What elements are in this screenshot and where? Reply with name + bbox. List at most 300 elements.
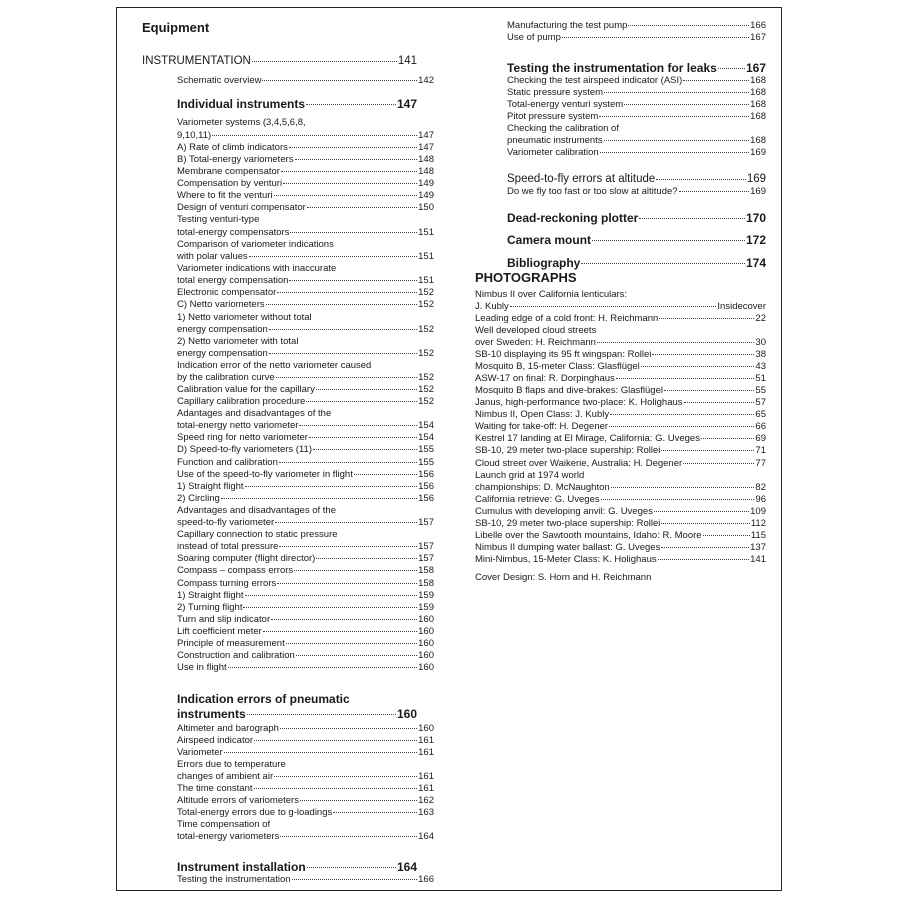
toc-entry-title: Well developed cloud streets: [475, 325, 597, 336]
dot-leader: [683, 79, 749, 81]
toc-entry: [177, 166, 434, 178]
dot-leader: [286, 642, 417, 644]
dot-leader: [306, 103, 396, 105]
toc-entry-title: energy compensation: [177, 348, 268, 359]
dot-leader: [212, 134, 417, 136]
dot-leader: [718, 67, 745, 69]
dot-leader: [684, 401, 755, 403]
toc-entry-title: Use of the speed-to-fly variometer in flight: [177, 469, 353, 480]
toc-entry: [475, 458, 766, 470]
toc-entry: [177, 860, 417, 874]
toc-entry: [177, 202, 434, 214]
toc-entry-title: Checking the calibration of: [507, 123, 619, 134]
toc-entry: [507, 211, 766, 225]
toc-entry: [475, 325, 596, 337]
toc-entry: [177, 360, 371, 372]
dot-leader: [221, 497, 417, 499]
cover-design-credit: Cover Design: S. Horn and H. Reichmann: [475, 572, 652, 583]
dot-leader: [609, 425, 754, 427]
toc-entry-page: 152: [418, 372, 434, 383]
toc-entry-title: J. Kubly: [475, 301, 509, 312]
toc-entry-page: 169: [750, 186, 766, 197]
toc-entry: [177, 626, 434, 638]
dot-leader: [228, 666, 418, 668]
toc-entry-title: Dead-reckoning plotter: [507, 211, 639, 225]
toc-entry-title: ASW-17 on final: R. Dorpinghaus: [475, 373, 615, 384]
toc-entry-page: 109: [750, 506, 766, 517]
toc-entry-page: 152: [418, 324, 434, 335]
toc-entry: [177, 239, 334, 251]
toc-entry-title: 9,10,11): [177, 130, 212, 141]
toc-entry-page: 160: [418, 638, 434, 649]
toc-entry-page: 152: [418, 299, 434, 310]
toc-entry-title: Instrument installation: [177, 860, 306, 874]
toc-entry-title: instead of total pressure: [177, 541, 279, 552]
dot-leader: [664, 389, 754, 391]
dot-leader: [306, 400, 417, 402]
dot-leader: [641, 365, 755, 367]
toc-entry: [142, 55, 417, 68]
toc-entry-page: 55: [755, 385, 766, 396]
toc-entry: [177, 117, 306, 129]
dot-leader: [611, 486, 755, 488]
dot-leader: [289, 279, 417, 281]
toc-entry-title: Testing the instrumentation: [177, 874, 291, 885]
dot-leader: [309, 436, 417, 438]
toc-entry: [507, 75, 766, 87]
toc-entry: [177, 469, 434, 481]
toc-entry-page: 154: [418, 420, 434, 431]
toc-entry-page: 152: [418, 348, 434, 359]
toc-entry-title: Soaring computer (flight director): [177, 553, 316, 564]
toc-entry-title: Cloud street over Waikerie, Australia: H. Degener: [475, 458, 683, 469]
toc-entry: [475, 337, 766, 349]
dot-leader: [271, 618, 417, 620]
toc-entry: [177, 795, 434, 807]
toc-entry-title: total-energy netto variometer: [177, 420, 299, 431]
dot-leader: [683, 462, 754, 464]
toc-entry-title: Waiting for take-off: H. Degener: [475, 421, 609, 432]
toc-entry: [475, 506, 766, 518]
toc-entry: [507, 87, 766, 99]
toc-entry: [177, 493, 434, 505]
toc-entry-page: 152: [418, 384, 434, 395]
toc-entry: [475, 482, 766, 494]
dot-leader: [610, 413, 754, 415]
toc-entry-page: 112: [750, 518, 766, 529]
toc-entry: [507, 256, 766, 270]
toc-entry: [177, 692, 350, 706]
toc-entry-page: 161: [418, 735, 434, 746]
toc-entry-page: 65: [755, 409, 766, 420]
toc-entry-title: Variometer: [177, 747, 223, 758]
toc-entry-title: SB-10 displaying its 95 ft wingspan: Rollei: [475, 349, 652, 360]
toc-entry-title: 2) Netto variometer with total: [177, 336, 299, 347]
dot-leader: [652, 353, 754, 355]
toc-entry-title: SB-10, 29 meter two-place supership: Rollei: [475, 518, 661, 529]
dot-leader: [295, 158, 418, 160]
toc-entry-page: 163: [418, 807, 434, 818]
toc-entry: [475, 445, 766, 457]
toc-entry-page: 156: [418, 493, 434, 504]
toc-entry-title: changes of ambient air: [177, 771, 274, 782]
toc-entry-title: energy compensation: [177, 324, 268, 335]
toc-entry-title: Total-energy errors due to g-loadings: [177, 807, 333, 818]
dot-leader: [254, 739, 417, 741]
toc-entry-title: Nimbus II over California lenticulars:: [475, 289, 628, 300]
dot-leader: [274, 194, 418, 196]
toc-entry: [177, 251, 434, 263]
toc-entry-page: 147: [418, 142, 434, 153]
toc-entry-page: 151: [418, 275, 434, 286]
toc-entry-title: total-energy compensators: [177, 227, 290, 238]
toc-entry: [177, 819, 270, 831]
toc-entry: [507, 135, 766, 147]
toc-entry: [177, 190, 434, 202]
toc-entry-title: over Sweden: H. Reichmann: [475, 337, 596, 348]
toc-entry-title: Use in flight: [177, 662, 227, 673]
toc-entry-page: 142: [418, 75, 434, 86]
dot-leader: [269, 352, 417, 354]
toc-entry: [177, 384, 434, 396]
toc-entry-title: Testing the instrumentation for leaks: [507, 61, 717, 75]
toc-entry: [475, 409, 766, 421]
toc-entry-title: Calibration value for the capillary: [177, 384, 315, 395]
dot-leader: [279, 545, 417, 547]
toc-entry-title: Nimbus II dumping water ballast: G. Uveges: [475, 542, 661, 553]
toc-entry-title: Advantages and disadvantages of the: [177, 505, 336, 516]
toc-entry-title: Speed ring for netto variometer: [177, 432, 308, 443]
toc-entry: [177, 432, 434, 444]
toc-entry-title: speed-to-fly variometer: [177, 517, 275, 528]
dot-leader: [262, 79, 417, 81]
dot-leader: [299, 424, 417, 426]
toc-entry-title: Mosquito B flaps and dive-brakes: Glasflügel: [475, 385, 663, 396]
toc-entry-page: 167: [745, 61, 766, 75]
toc-entry-title: Cumulus with developing anvil: G. Uveges: [475, 506, 653, 517]
dot-leader: [658, 558, 750, 560]
toc-entry-page: 160: [396, 707, 417, 721]
toc-entry-title: Kestrel 17 landing at El Mirage, California: G. Uveges: [475, 433, 700, 444]
toc-entry: [475, 301, 766, 313]
toc-entry-title: D) Speed-to-fly variometers (11): [177, 444, 312, 455]
toc-entry-title: Checking the test airspeed indicator (ASI): [507, 75, 683, 86]
toc-entry-page: 162: [418, 795, 434, 806]
toc-entry-page: 164: [396, 860, 417, 874]
toc-entry-title: total-energy variometers: [177, 831, 280, 842]
section-title: Equipment: [142, 20, 210, 35]
dot-leader: [252, 60, 397, 62]
toc-entry-title: Time compensation of: [177, 819, 271, 830]
toc-entry-title: Launch grid at 1974 world: [475, 470, 585, 481]
toc-entry: [177, 408, 331, 420]
toc-entry-page: 152: [418, 396, 434, 407]
toc-entry-page: 69: [755, 433, 766, 444]
toc-entry-title: Altimeter and barograph: [177, 723, 279, 734]
toc-entry: [177, 723, 434, 735]
dot-leader: [661, 522, 750, 524]
toc-entry-title: Compass turning errors: [177, 578, 277, 589]
dot-leader: [661, 546, 749, 548]
toc-entry-page: 158: [418, 578, 434, 589]
dot-leader: [333, 811, 417, 813]
dot-leader: [592, 239, 745, 241]
toc-entry-page: 160: [418, 614, 434, 625]
toc-entry-page: 168: [750, 87, 766, 98]
toc-entry-page: Insidecover: [717, 301, 766, 312]
toc-entry-page: 154: [418, 432, 434, 443]
toc-entry-title: Indication error of the netto variometer caused: [177, 360, 372, 371]
toc-entry: [507, 186, 766, 198]
toc-entry: [507, 99, 766, 111]
toc-entry-page: 174: [745, 256, 766, 270]
toc-entry: [507, 111, 766, 123]
toc-entry: [475, 373, 766, 385]
dot-leader: [624, 103, 749, 105]
toc-entry: [177, 444, 434, 456]
dot-leader: [290, 231, 417, 233]
toc-entry: [177, 214, 259, 226]
toc-entry-page: 137: [750, 542, 766, 553]
dot-leader: [316, 557, 417, 559]
dot-leader: [249, 255, 417, 257]
dot-leader: [263, 630, 417, 632]
toc-entry-page: 151: [418, 227, 434, 238]
dot-leader: [654, 510, 749, 512]
dot-leader: [661, 449, 754, 451]
toc-entry: [177, 396, 434, 408]
toc-entry: [177, 227, 434, 239]
toc-entry: [177, 287, 434, 299]
toc-entry-page: 141: [750, 554, 766, 565]
toc-entry: [177, 759, 286, 771]
toc-entry-title: Airspeed indicator: [177, 735, 254, 746]
toc-entry-title: Static pressure system: [507, 87, 604, 98]
toc-entry-page: 152: [418, 287, 434, 298]
toc-entry-page: 160: [418, 650, 434, 661]
toc-entry-title: Variometer calibration: [507, 147, 599, 158]
toc-entry-page: 96: [755, 494, 766, 505]
toc-entry-page: 151: [418, 251, 434, 262]
toc-entry: [475, 518, 766, 530]
toc-entry: [177, 783, 434, 795]
toc-entry-title: Altitude errors of variometers: [177, 795, 299, 806]
toc-entry: [177, 130, 434, 142]
toc-entry-title: Comparison of variometer indications: [177, 239, 334, 250]
dot-leader: [254, 787, 418, 789]
toc-entry-page: 147: [396, 97, 417, 111]
toc-entry-title: A) Rate of climb indicators: [177, 142, 288, 153]
dot-leader: [275, 521, 417, 523]
toc-entry: [177, 348, 434, 360]
toc-entry: [475, 421, 766, 433]
toc-entry-title: Mosquito B, 15-meter Class: Glasflügel: [475, 361, 640, 372]
toc-entry: [177, 75, 434, 87]
dot-leader: [279, 461, 417, 463]
dot-leader: [292, 878, 418, 880]
dot-leader: [266, 303, 418, 305]
toc-entry-title: B) Total-energy variometers: [177, 154, 294, 165]
toc-entry-title: by the calibration curve: [177, 372, 275, 383]
toc-entry-page: 161: [418, 783, 434, 794]
dot-leader: [281, 170, 417, 172]
toc-entry-title: with polar values: [177, 251, 248, 262]
toc-entry-page: 168: [750, 135, 766, 146]
toc-entry: [507, 233, 766, 247]
toc-entry-title: Total-energy venturi system: [507, 99, 624, 110]
toc-entry-title: 1) Straight flight: [177, 481, 244, 492]
toc-entry: [177, 324, 434, 336]
dot-leader: [245, 594, 418, 596]
toc-entry-page: 157: [418, 541, 434, 552]
dot-leader: [307, 866, 396, 868]
toc-entry-page: 22: [755, 313, 766, 324]
dot-leader: [307, 206, 417, 208]
toc-entry-title: Individual instruments: [177, 97, 306, 111]
toc-entry-title: Janus, high-performance two-place: K. Holighaus: [475, 397, 683, 408]
dot-leader: [604, 139, 750, 141]
dot-leader: [300, 799, 417, 801]
toc-entry-title: Lift coefficient meter: [177, 626, 262, 637]
toc-entry-title: Electronic compensator: [177, 287, 277, 298]
toc-entry-page: 77: [755, 458, 766, 469]
toc-entry-title: SB-10, 29 meter two-place supership: Rollei: [475, 445, 661, 456]
toc-entry-page: 157: [418, 517, 434, 528]
dot-leader: [283, 182, 417, 184]
toc-entry-page: 159: [418, 602, 434, 613]
dot-leader: [656, 178, 746, 180]
toc-entry-title: Camera mount: [507, 233, 592, 247]
dot-leader: [224, 751, 417, 753]
dot-leader: [510, 305, 717, 307]
toc-entry: [177, 154, 434, 166]
dot-leader: [599, 115, 749, 117]
toc-entry-page: 57: [755, 397, 766, 408]
toc-entry-title: Testing venturi-type: [177, 214, 260, 225]
dot-leader: [701, 437, 754, 439]
toc-entry: [177, 638, 434, 650]
toc-entry-page: 160: [418, 662, 434, 673]
toc-entry-title: Turn and slip indicator: [177, 614, 271, 625]
dot-leader: [600, 151, 749, 153]
dot-leader: [628, 24, 749, 26]
toc-entry: [177, 578, 434, 590]
toc-entry-page: 166: [750, 20, 766, 31]
toc-entry-page: 148: [418, 154, 434, 165]
toc-entry: [177, 457, 434, 469]
toc-entry-page: 161: [418, 771, 434, 782]
toc-entry-page: 172: [745, 233, 766, 247]
toc-entry-title: Schematic overview: [177, 75, 262, 86]
toc-entry-page: 160: [418, 723, 434, 734]
toc-entry-title: Compensation by venturi: [177, 178, 283, 189]
dot-leader: [294, 569, 417, 571]
toc-entry-title: The time constant: [177, 783, 253, 794]
dot-leader: [354, 473, 417, 475]
toc-entry-page: 115: [750, 530, 766, 541]
toc-entry-title: Membrane compensator: [177, 166, 280, 177]
toc-entry-title: Errors due to temperature: [177, 759, 286, 770]
toc-entry-page: 147: [418, 130, 434, 141]
toc-entry-page: 169: [746, 173, 766, 185]
dot-leader: [280, 835, 417, 837]
dot-leader: [639, 217, 745, 219]
toc-entry: [177, 263, 336, 275]
toc-entry: [475, 349, 766, 361]
toc-entry-page: 160: [418, 626, 434, 637]
toc-entry-page: 155: [418, 457, 434, 468]
toc-entry: [475, 542, 766, 554]
dot-leader: [616, 377, 755, 379]
toc-entry: [177, 312, 312, 324]
toc-entry: [177, 747, 434, 759]
toc-entry: [475, 433, 766, 445]
toc-entry: [177, 707, 417, 721]
toc-entry-page: 169: [750, 147, 766, 158]
toc-entry: [177, 565, 434, 577]
dot-leader: [247, 713, 396, 715]
toc-entry: [177, 420, 434, 432]
toc-entry-page: 38: [755, 349, 766, 360]
toc-entry-title: California retrieve: G. Uveges: [475, 494, 600, 505]
dot-leader: [274, 775, 417, 777]
toc-entry-title: Mini-Nimbus, 15-Meter Class: K. Holighaus: [475, 554, 657, 565]
toc-entry-page: 156: [418, 481, 434, 492]
toc-entry-title: Capillary calibration procedure: [177, 396, 306, 407]
toc-entry-page: 168: [750, 99, 766, 110]
toc-entry-title: Speed-to-fly errors at altitude: [507, 173, 656, 185]
toc-entry-title: INSTRUMENTATION: [142, 55, 251, 67]
dot-leader: [289, 146, 417, 148]
toc-entry: [177, 831, 434, 843]
toc-entry: [177, 336, 298, 348]
book-page: [116, 7, 782, 891]
toc-entry-title: championships: D. McNaughton: [475, 482, 610, 493]
toc-entry: [177, 517, 434, 529]
toc-entry-title: Nimbus II, Open Class: J. Kubly: [475, 409, 610, 420]
toc-entry: [475, 554, 766, 566]
dot-leader: [562, 36, 749, 38]
toc-entry-page: 157: [418, 553, 434, 564]
toc-entry-title: instruments: [177, 707, 246, 721]
toc-entry-page: 170: [745, 211, 766, 225]
toc-entry-page: 156: [418, 469, 434, 480]
toc-entry: [475, 470, 584, 482]
toc-entry-title: Function and calibration: [177, 457, 278, 468]
toc-entry: [177, 481, 434, 493]
toc-entry-title: Where to fit the venturi: [177, 190, 273, 201]
toc-entry-page: 51: [755, 373, 766, 384]
toc-entry-title: Manufacturing the test pump: [507, 20, 628, 31]
dot-leader: [581, 262, 745, 264]
toc-entry-page: 168: [750, 111, 766, 122]
dot-leader: [269, 328, 417, 330]
toc-entry-page: 166: [418, 874, 434, 885]
dot-leader: [597, 341, 755, 343]
toc-entry: [507, 20, 766, 32]
toc-entry: [177, 602, 434, 614]
toc-entry-page: 148: [418, 166, 434, 177]
toc-entry: [507, 61, 766, 75]
toc-entry-title: 2) Turning flight: [177, 602, 243, 613]
toc-entry: [507, 173, 766, 186]
toc-entry-title: Do we fly too fast or too slow at altitude?: [507, 186, 678, 197]
toc-entry-title: Compass – compass errors: [177, 565, 294, 576]
dot-leader: [659, 317, 754, 319]
dot-leader: [245, 485, 418, 487]
toc-entry: [177, 505, 336, 517]
toc-entry-title: total energy compensation: [177, 275, 289, 286]
